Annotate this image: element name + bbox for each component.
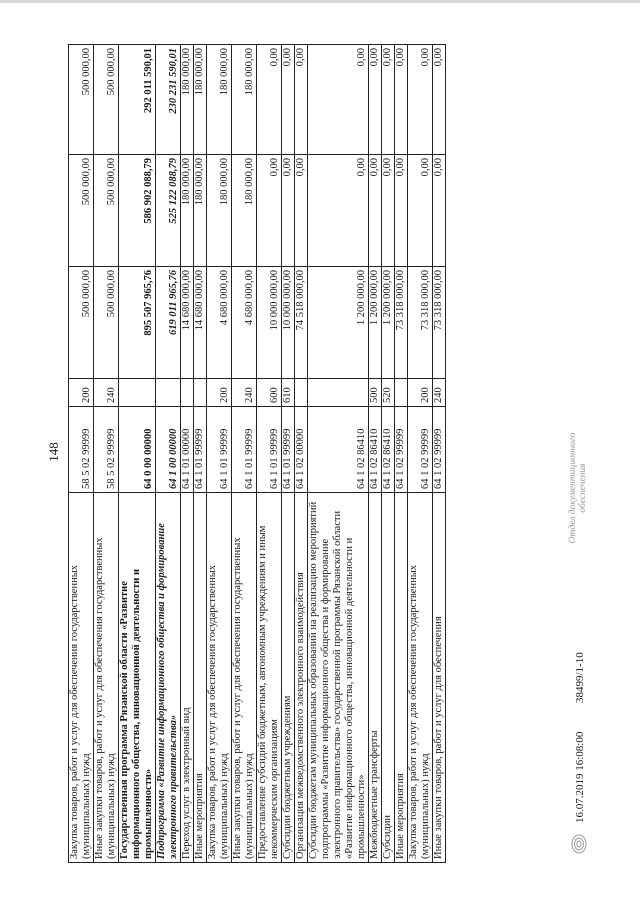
row-amount-2020-cell: 0,00 xyxy=(433,155,446,267)
row-vr-cell: 240 xyxy=(433,379,446,407)
table-row xyxy=(433,45,446,863)
row-amount-2020-cell: 525 122 088,79 xyxy=(156,155,181,267)
row-amount-2020-cell: 0,00 xyxy=(282,155,295,267)
row-name-cell: Государственная программа Рязанской области «Развитие информационного общества, инновационной деятельности и промышленности» xyxy=(119,493,156,863)
row-code-cell: 64 1 02 99999 xyxy=(408,407,433,493)
row-name-cell: Иные закупки товаров, работ и услуг для обеспечения xyxy=(433,493,446,863)
row-amount-2021-cell: 500 000,00 xyxy=(94,45,119,155)
budget-table-body xyxy=(69,45,446,863)
row-name-cell: Закупка товаров, работ и услуг для обеспечения государственных (муниципальных) нужд xyxy=(69,493,94,863)
row-amount-2021-cell: 0,00 xyxy=(433,45,446,155)
table-row xyxy=(395,45,408,863)
row-code-cell: 64 0 00 00000 xyxy=(119,407,156,493)
row-name-cell: Закупка товаров, работ и услуг для обеспечения государственных (муниципальных) нужд xyxy=(207,493,232,863)
row-amount-2021-cell: 0,00 xyxy=(257,45,282,155)
row-name-cell: Иные закупки товаров, работ и услуг для обеспечения государственных (муниципальных) нужд xyxy=(232,493,257,863)
row-amount-2019-cell: 14 680 000,00 xyxy=(194,267,207,379)
row-amount-2020-cell: 0,00 xyxy=(408,155,433,267)
row-amount-2019-cell: 1 200 000,00 xyxy=(382,267,395,379)
table-row xyxy=(382,45,395,863)
footer-date: 16.07.2019 16:08:00 xyxy=(574,731,586,823)
row-amount-2019-cell: 500 000,00 xyxy=(94,267,119,379)
row-code-cell: 58 5 02 99999 xyxy=(69,407,94,493)
table-row xyxy=(156,45,181,863)
row-vr-cell: 200 xyxy=(207,379,232,407)
row-amount-2019-cell: 4 680 000,00 xyxy=(232,267,257,379)
table-row xyxy=(295,45,308,863)
row-amount-2021-cell: 230 231 590,01 xyxy=(156,45,181,155)
row-code-cell: 64 1 01 00000 xyxy=(181,407,194,493)
table-row xyxy=(308,45,369,863)
row-amount-2019-cell: 10 000 000,00 xyxy=(282,267,295,379)
table-row xyxy=(181,45,194,863)
row-vr-cell xyxy=(194,379,207,407)
row-amount-2021-cell: 0,00 xyxy=(295,45,308,155)
table-row xyxy=(69,45,94,863)
row-vr-cell: 200 xyxy=(69,379,94,407)
row-code-cell: 64 1 02 86410 xyxy=(369,407,382,493)
row-code-cell: 64 1 00 00000 xyxy=(156,407,181,493)
row-code-cell: 64 1 01 99999 xyxy=(207,407,232,493)
row-amount-2020-cell: 180 000,00 xyxy=(181,155,194,267)
footer-doc-number: 38499/1-10 xyxy=(574,652,586,703)
row-amount-2019-cell: 4 680 000,00 xyxy=(207,267,232,379)
row-vr-cell: 500 xyxy=(369,379,382,407)
row-name-cell: Иные закупки товаров, работ и услуг для обеспечения государственных (муниципальных) нужд xyxy=(94,493,119,863)
row-amount-2020-cell: 0,00 xyxy=(295,155,308,267)
row-amount-2019-cell: 1 200 000,00 xyxy=(369,267,382,379)
row-amount-2021-cell: 180 000,00 xyxy=(232,45,257,155)
row-amount-2020-cell: 500 000,00 xyxy=(94,155,119,267)
row-amount-2021-cell: 0,00 xyxy=(382,45,395,155)
budget-table xyxy=(68,44,446,863)
row-name-cell: Иные мероприятия xyxy=(395,493,408,863)
row-amount-2019-cell: 895 507 965,76 xyxy=(119,267,156,379)
row-code-cell: 64 1 02 00000 xyxy=(295,407,308,493)
row-name-cell: Закупка товаров, работ и услуг для обеспечения государственных (муниципальных) нужд xyxy=(408,493,433,863)
row-amount-2021-cell: 180 000,00 xyxy=(181,45,194,155)
row-amount-2021-cell: 0,00 xyxy=(369,45,382,155)
row-amount-2019-cell: 73 318 000,00 xyxy=(408,267,433,379)
table-row xyxy=(207,45,232,863)
table-row xyxy=(94,45,119,863)
row-amount-2019-cell: 74 518 000,00 xyxy=(295,267,308,379)
row-amount-2021-cell: 180 000,00 xyxy=(194,45,207,155)
table-row xyxy=(408,45,433,863)
row-amount-2020-cell: 0,00 xyxy=(257,155,282,267)
row-vr-cell: 520 xyxy=(382,379,395,407)
row-amount-2020-cell: 0,00 xyxy=(369,155,382,267)
row-amount-2021-cell: 292 011 590,01 xyxy=(119,45,156,155)
table-row xyxy=(194,45,207,863)
row-code-cell: 64 1 02 86410 xyxy=(308,407,369,493)
row-amount-2019-cell: 500 000,00 xyxy=(69,267,94,379)
row-vr-cell xyxy=(295,379,308,407)
row-code-cell: 58 5 02 99999 xyxy=(94,407,119,493)
row-vr-cell: 240 xyxy=(232,379,257,407)
row-vr-cell xyxy=(308,379,369,407)
row-name-cell: Субсидии бюджетным учреждениям xyxy=(282,493,295,863)
stamp-line-1: Отдел документационного xyxy=(568,432,578,544)
row-name-cell: Субсидии xyxy=(382,493,395,863)
row-amount-2021-cell: 500 000,00 xyxy=(69,45,94,155)
page-footer xyxy=(568,45,592,863)
stamp-line-2: обеспечения xyxy=(578,463,588,513)
row-amount-2019-cell: 1 200 000,00 xyxy=(308,267,369,379)
row-amount-2019-cell: 10 000 000,00 xyxy=(257,267,282,379)
row-amount-2020-cell: 180 000,00 xyxy=(232,155,257,267)
row-vr-cell xyxy=(395,379,408,407)
row-vr-cell: 610 xyxy=(282,379,295,407)
row-vr-cell xyxy=(119,379,156,407)
page-number: 148 xyxy=(46,442,61,462)
row-code-cell: 64 1 02 86410 xyxy=(382,407,395,493)
row-amount-2019-cell: 73 318 000,00 xyxy=(433,267,446,379)
row-code-cell: 64 1 02 99999 xyxy=(395,407,408,493)
row-amount-2019-cell: 73 318 000,00 xyxy=(395,267,408,379)
table-row xyxy=(257,45,282,863)
row-name-cell: Субсидии бюджетам муниципальных образований на реализацию мероприятий подпрограммы «Развитие информационного общества и формирование электронного правительства» государственной программы Рязанской области «Развитие информационного общества, инновационной деятельности и промышленности» xyxy=(308,493,369,863)
row-amount-2020-cell: 180 000,00 xyxy=(207,155,232,267)
row-amount-2020-cell: 0,00 xyxy=(308,155,369,267)
row-name-cell: Подпрограмма «Развитие информационного общества и формирование электронного правительства» xyxy=(156,493,181,863)
row-amount-2020-cell: 180 000,00 xyxy=(194,155,207,267)
row-amount-2021-cell: 0,00 xyxy=(395,45,408,155)
row-name-cell: Предоставление субсидий бюджетным, автономным учреждениям и иным некоммерческим организациям xyxy=(257,493,282,863)
row-name-cell: Организация межведомственного электронного взаимодействия xyxy=(295,493,308,863)
row-name-cell: Иные мероприятия xyxy=(194,493,207,863)
row-amount-2021-cell: 0,00 xyxy=(308,45,369,155)
row-amount-2020-cell: 0,00 xyxy=(382,155,395,267)
table-row xyxy=(232,45,257,863)
row-amount-2019-cell: 14 680 000,00 xyxy=(181,267,194,379)
row-amount-2021-cell: 0,00 xyxy=(408,45,433,155)
table-row xyxy=(369,45,382,863)
row-code-cell: 64 1 01 99999 xyxy=(194,407,207,493)
department-stamp xyxy=(568,413,588,563)
document-page xyxy=(40,27,600,877)
row-code-cell: 64 1 01 99999 xyxy=(282,407,295,493)
row-vr-cell xyxy=(156,379,181,407)
table-row xyxy=(119,45,156,863)
table-row xyxy=(282,45,295,863)
row-amount-2020-cell: 586 902 088,79 xyxy=(119,155,156,267)
fingerprint-logo-icon xyxy=(570,833,588,855)
row-amount-2020-cell: 0,00 xyxy=(395,155,408,267)
row-code-cell: 64 1 01 99999 xyxy=(257,407,282,493)
row-amount-2020-cell: 500 000,00 xyxy=(69,155,94,267)
row-vr-cell: 200 xyxy=(408,379,433,407)
row-amount-2019-cell: 619 011 965,76 xyxy=(156,267,181,379)
row-name-cell: Переход услуг в электронный вид xyxy=(181,493,194,863)
row-amount-2021-cell: 0,00 xyxy=(282,45,295,155)
row-code-cell: 64 1 01 99999 xyxy=(232,407,257,493)
row-name-cell: Межбюджетные трансферты xyxy=(369,493,382,863)
row-amount-2021-cell: 180 000,00 xyxy=(207,45,232,155)
row-vr-cell: 240 xyxy=(94,379,119,407)
row-vr-cell: 600 xyxy=(257,379,282,407)
row-code-cell: 64 1 02 99999 xyxy=(433,407,446,493)
row-vr-cell xyxy=(181,379,194,407)
scan-edge xyxy=(0,0,640,3)
